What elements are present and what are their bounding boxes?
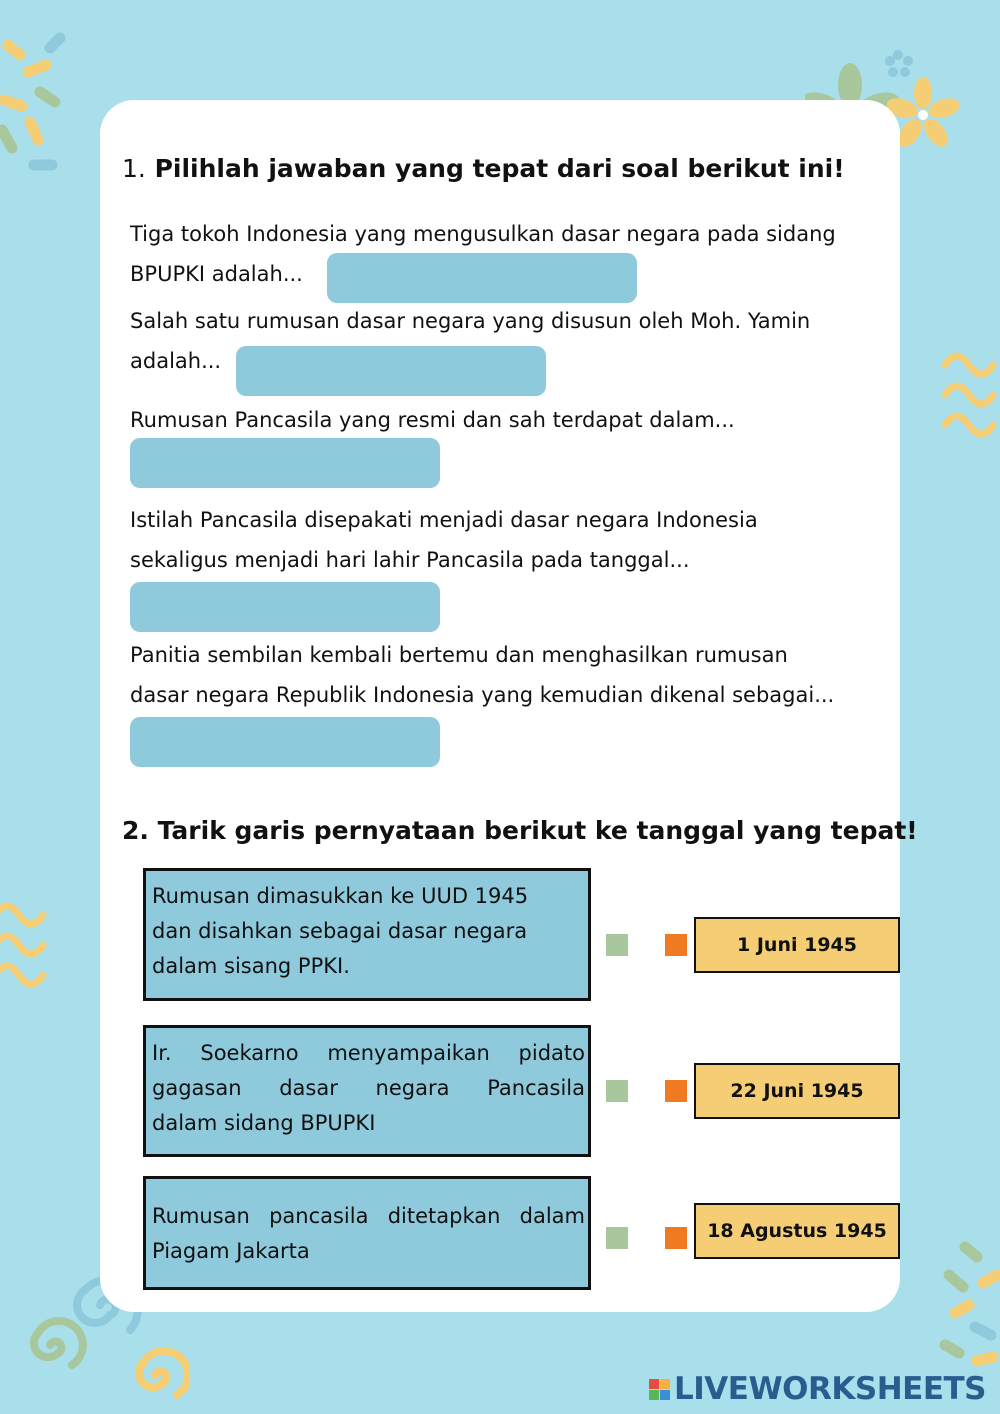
statement-box-1 xyxy=(143,868,591,1001)
question-3-line-1: Rumusan Pancasila yang resmi dan sah terdapat dalam... xyxy=(130,408,735,432)
statement-1-connector[interactable] xyxy=(606,934,628,956)
statement-3-line-2: Piagam Jakarta xyxy=(152,1239,310,1263)
question-5-line-1: Panitia sembilan kembali bertemu dan menghasilkan rumusan xyxy=(130,643,788,667)
date-box-1: 1 Juni 1945 xyxy=(694,917,900,973)
liveworksheets-wordmark: LIVEWORKSHEETS xyxy=(674,1371,986,1407)
question-2-line-1: Salah satu rumusan dasar negara yang disusun oleh Moh. Yamin xyxy=(130,309,811,333)
confetti-bottom-right-decoration xyxy=(935,1235,1000,1385)
answer-field-2[interactable] xyxy=(236,346,546,396)
question-4-line-1: Istilah Pancasila disepakati menjadi dasar negara Indonesia xyxy=(130,508,758,532)
date-3-connector[interactable] xyxy=(665,1227,687,1249)
section-1-heading xyxy=(122,154,845,183)
answer-field-4[interactable] xyxy=(130,582,440,632)
squiggle-right-decoration xyxy=(935,340,1000,450)
section-1-number: 1. xyxy=(122,154,146,183)
question-1-line-2: BPUPKI adalah... xyxy=(130,262,303,286)
statement-2-line-1: Ir. Soekarno menyampaikan pidato xyxy=(152,1041,585,1065)
statement-3-line-1: Rumusan pancasila ditetapkan dalam xyxy=(152,1204,585,1228)
statement-2-line-3: dalam sidang BPUPKI xyxy=(152,1111,376,1135)
statement-box-3 xyxy=(143,1176,591,1290)
statement-3-connector[interactable] xyxy=(606,1227,628,1249)
statement-1-line-2: dan disahkan sebagai dasar negara xyxy=(152,919,528,943)
statement-2-line-2: gagasan dasar negara Pancasila xyxy=(152,1076,585,1100)
liveworksheets-logo-icon xyxy=(649,1379,670,1400)
squiggle-left-decoration xyxy=(0,895,65,995)
statement-1-line-1: Rumusan dimasukkan ke UUD 1945 xyxy=(152,884,529,908)
answer-field-3[interactable] xyxy=(130,438,440,488)
section-1-title: Pilihlah jawaban yang tepat dari soal berikut ini! xyxy=(154,154,845,183)
answer-field-1[interactable] xyxy=(327,253,637,303)
section-2-title: 2. Tarik garis pernyataan berikut ke tanggal yang tepat! xyxy=(122,816,918,845)
question-4-line-2: sekaligus menjadi hari lahir Pancasila pada tanggal... xyxy=(130,548,690,572)
statement-box-2 xyxy=(143,1025,591,1157)
date-2-connector[interactable] xyxy=(665,1080,687,1102)
liveworksheets-logo xyxy=(649,1371,986,1407)
question-1-line-1: Tiga tokoh Indonesia yang mengusulkan dasar negara pada sidang xyxy=(130,222,836,246)
confetti-top-left-decoration xyxy=(0,30,80,180)
date-box-2: 22 Juni 1945 xyxy=(694,1063,900,1119)
date-box-3: 18 Agustus 1945 xyxy=(694,1203,900,1259)
question-2-line-2: adalah... xyxy=(130,349,222,373)
statement-1-line-3: dalam sisang PPKI. xyxy=(152,954,350,978)
date-1-connector[interactable] xyxy=(665,934,687,956)
statement-2-connector[interactable] xyxy=(606,1080,628,1102)
question-5-line-2: dasar negara Republik Indonesia yang kemudian dikenal sebagai... xyxy=(130,683,835,707)
answer-field-5[interactable] xyxy=(130,717,440,767)
